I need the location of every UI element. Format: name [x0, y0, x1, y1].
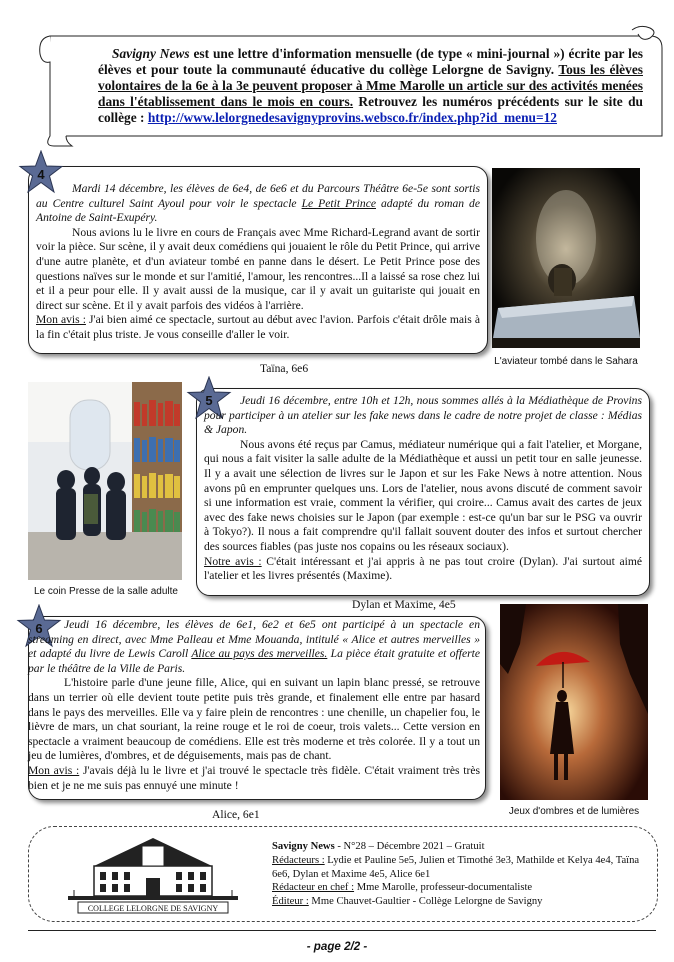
article-5-text: Jeudi 16 décembre, entre 10h et 12h, nous sommes allés à la Médiathèque de Provins pour participer à un atelier sur les fake news dans le cadre de notre projet de classe : Médias & Japon. Nous avons été reçus par Camus, médiateur numérique qui a fait l'atelier, et Morgane, qui nous a fait visiter la salle adulte de la Médiathèque et aussi un petit tour en salle jeunesse. Il y a avait une sélection de livres sur le Japon et sur les Fake News à notre attention. Nous avons pû en emprunter quelques uns. Lors de l'atelier, nous avons discuté de comment savoir si une information est vraie, comment la vérifier, qui croire... Camus avait des cartes de jeux avec des fake news choisies sur le Japon (par exemple : est-ce qu'un bar sur le PSG va ouvrir à Tokyo?). Il nous a fait comprendre qu'il fallait souvent douter des infos et surtout chercher des sources fiables (pas juste nos copains ou les réseaux sociaux). Notre avis : C'était intéressant et j'ai appris à ne pas tout croire (Dylan). J'ai surtout aimé l'atelier et les livres présentés (Maxime). — [204, 394, 642, 583]
college-logo — [64, 832, 242, 916]
aviateur-caption: L'aviateur tombé dans le Sahara — [494, 356, 638, 367]
svg-text:5: 5 — [205, 393, 213, 408]
mediatheque-caption: Le coin Presse de la salle adulte — [34, 586, 178, 597]
svg-text:4: 4 — [37, 167, 45, 182]
article-4-text: Mardi 14 décembre, les élèves de 6e4, de 6e6 et du Parcours Théâtre 6e-5e sont sortis au Centre culturel Saint Ayoul pour voir le spectacle Le Petit Prince adapté du roman de Antoine de Saint-Exupéry. Nous avions lu le livre en cours de Français avec Mme Richard-Legrand avant de sortir voir la pièce. Sur scène, il y avait deux comédiens qui jouaient le rôle du Petit Prince, qui arrive d'une autre planète, et d'un aviateur tombé en panne dans le désert. Le Petit Prince pose des questions naïves sur le monde et sur l'amitié, l'amour, les rencontres...Il a laissé sa rose chez lui et il a peur pour elle. Il y avait aussi de la musique, car il y avait un guitariste qui jouait en direct sur scène. Et il y avait parfois des vidéos à l'arrière. Mon avis : J'ai bien aimé ce spectacle, surtout au début avec l'avion. Parfois c'était drôle mais à la fin c'était plus triste. Je vous conseille d'aller le voir. — [36, 182, 480, 341]
footer-rule — [28, 930, 656, 931]
brand-name: Savigny News — [112, 46, 190, 61]
article-5-signature: Dylan et Maxime, 4e5 — [352, 598, 456, 611]
ombres-caption: Jeux d'ombres et de lumières — [508, 806, 640, 817]
article-6-text: Jeudi 16 décembre, les élèves de 6e1, 6e2 et 6e5 ont participé à un spectacle en streaming en direct, avec Mme Palleau et Mme Mouanda, intitulé « Alice et autres merveilles » et adapté du livre de Lewis Caroll Alice au pays des merveilles. La pièce était gratuite et offerte par le théâtre de la Ville de Paris. L'histoire parle d'une jeune fille, Alice, qui en suivant un lapin blanc pressé, se retrouve dans un terrier où elle devient toute petite puis très grande, et finalement elle entre par hasard dans le pays des merveilles. Elle va y faire plein de rencontres : une chenille, un chapelier fou, le lièvre de mars, un chat souriant, la reine rouge et le roi de coeur, trois valets... Cette version en spectacle a vraiment beaucoup de comédiens. Elle est très moderne et très colorée. Il y a tout un jeu de lumières, d'ombres, et de déguisements, mais pas de chant. Mon avis : J'avais déjà lu le livre et j'ai trouvé le spectacle très fidèle. C'était vraiment très très bien et je ne me suis pas ennuyé une minute ! — [28, 618, 480, 792]
article-6-signature: Alice, 6e1 — [212, 808, 260, 821]
site-link[interactable]: http://www.lelorgnedesavignyprovins.websco.fr/index.php?id_menu=12 — [147, 110, 557, 125]
intro-text: Savigny News est une lettre d'information mensuelle (de type « mini-journal ») écrite par les élèves et pour toute la communauté éducative du collège Lelorgne de Savigny. Tous les élèves volontaires de la 6e à la 3e peuvent proposer à Mme Marolle un article sur des activités menées dans l'établissement dans le mois en cours. Retrouvez les numéros précédents sur le site du collège : http://www.lelorgnedesavignyprovins.websco.fr/index.php?id_menu=12 — [98, 46, 643, 125]
page-number: - page 2/2 - — [306, 940, 368, 953]
footer-credits: Savigny News - N°28 – Décembre 2021 – Gratuit Rédacteurs : Lydie et Pauline 5e5, Julien et Timothé 3e3, Mathilde et Kelya 4e4, Taïna 6e6, Dylan et Maxime 4e5, Alice 6e1 Rédacteur en chef : Mme Marolle, professeur-documentaliste Éditeur : Mme Chauvet-Gaultier - Collège Lelorgne de Savigny — [272, 841, 640, 908]
svg-text:6: 6 — [35, 621, 43, 636]
aviateur-photo — [492, 168, 640, 348]
article-4-signature: Taïna, 6e6 — [260, 362, 309, 375]
mediatheque-photo — [28, 382, 182, 580]
svg-text:COLLEGE LELORGNE DE SAVIGNY: COLLEGE LELORGNE DE SAVIGNY — [87, 904, 219, 913]
ombres-photo — [500, 604, 648, 800]
